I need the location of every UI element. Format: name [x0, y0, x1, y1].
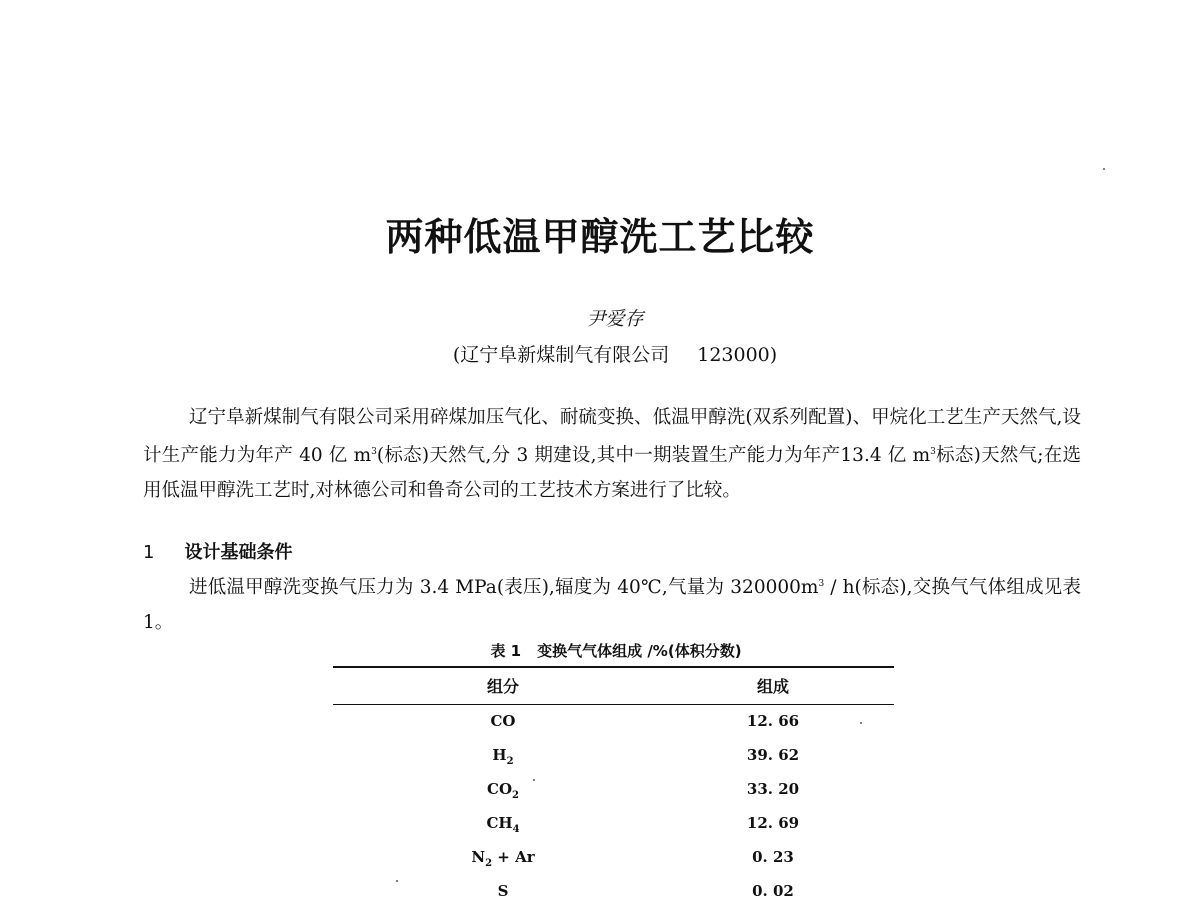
scan-speck	[533, 779, 535, 781]
header-component: 组分	[486, 677, 519, 696]
table-row	[333, 772, 894, 806]
section-title: 设计基础条件	[184, 542, 293, 563]
intro-line-3b: 标态)天然气;在选用低温甲醇洗工艺时,对林德公司和鲁奇公司的工艺技术方案进行了比	[143, 445, 1082, 502]
affiliation-zip: 123000)	[697, 344, 778, 366]
component-formula: H	[492, 746, 507, 764]
component-suffix: + Ar	[492, 848, 535, 866]
cell-composition: 0. 02	[752, 882, 794, 900]
cell-component	[393, 874, 613, 908]
component-subscript: 2	[506, 756, 514, 767]
scan-speck	[1103, 168, 1105, 170]
section-heading	[143, 538, 292, 564]
cell-composition: 12. 66	[746, 712, 800, 730]
table-number: 表 1	[490, 642, 522, 660]
component-subscript: 2	[512, 790, 519, 801]
table-caption-text: 变换气气体组成 /%(体积分数)	[537, 642, 742, 660]
intro-line-2-sup: 3	[371, 447, 377, 457]
component-subscript: 4	[512, 824, 520, 835]
table-row	[333, 806, 894, 840]
intro-line-3-sup: 3	[930, 447, 936, 457]
author-affiliation	[0, 340, 1200, 367]
section-number: 1	[143, 542, 155, 563]
intro-line-4: 较。	[703, 480, 741, 502]
section-line-2: 组成见表 1。	[143, 577, 1081, 634]
component-formula: N	[471, 848, 486, 866]
cell-composition: 33. 20	[746, 780, 800, 798]
section-line-1a: 进低温甲醇洗变换气压力为 3.4 MPa(表压),辐度为 40℃,气量为 320000m	[189, 577, 819, 599]
cell-composition: 0. 23	[752, 848, 794, 866]
paper-title: 两种低温甲醇洗工艺比较	[385, 214, 815, 259]
intro-line-3a: 13.4 亿 m	[840, 445, 931, 467]
component-formula: CH	[486, 814, 513, 832]
scan-speck	[396, 880, 398, 882]
table-row	[333, 874, 894, 908]
intro-line-2b: (标态)天然气,分 3 期建设,其中一期装置生产能力为年产	[376, 445, 841, 467]
component-formula: CO	[487, 780, 513, 798]
affiliation-org: (辽宁阜新煤制气有限公司	[452, 344, 670, 366]
table-row	[333, 738, 894, 772]
section-paragraph	[143, 567, 1081, 640]
table-top-rule	[333, 666, 894, 668]
section-line-1-sup: 3	[818, 579, 825, 589]
intro-line-1: 辽宁阜新煤制气有限公司采用碎煤加压气化、耐硫变换、低温甲醇洗(双系列配置)、甲烷化工艺生	[189, 407, 983, 428]
intro-line-2a: 产天然气,设计生产能力为年产 40 亿 m	[143, 407, 1081, 467]
table-row	[333, 704, 894, 738]
table-header-row	[333, 670, 894, 704]
table-caption	[0, 640, 1200, 661]
cell-composition: 39. 62	[746, 746, 800, 764]
component-subscript: 2	[485, 858, 493, 869]
author-name: 尹爱存	[586, 308, 644, 330]
cell-composition: 12. 69	[746, 814, 800, 832]
header-composition: 组成	[756, 677, 789, 696]
component-formula: CO	[490, 712, 516, 730]
scan-speck	[860, 722, 862, 724]
cell-component	[393, 704, 613, 738]
table-row	[333, 840, 894, 874]
component-formula: S	[497, 882, 509, 900]
section-line-1b: / h(标态),交换气气体	[824, 577, 1007, 599]
intro-paragraph	[143, 400, 1081, 508]
